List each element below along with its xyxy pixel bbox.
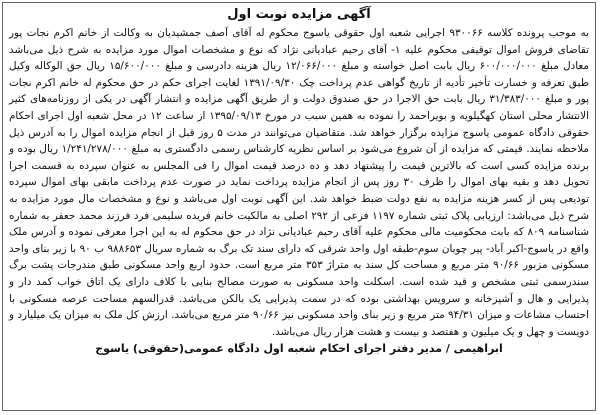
- notice-title: آگهی مزایده نوبت اول: [227, 7, 371, 22]
- auction-notice: [2, 2, 596, 411]
- notice-body: به موجب پرونده کلاسه ۹۳۰۰۶۶ اجرایی شعبه اول حقوقی یاسوج محکوم له آقای آصف جمشیدیان به وکالت از خانم اکرم نجات پور تقاضای فروش اموال توقیفی محکوم علیه ۱- آقای رحیم عبادیانی نژاد که نوع و مشخصات اموال مورد مزایده به شرح ذیل می‌باشد معادل مبلغ ۶۰۰/۰۰۰/۰۰۰ ریال بابت اصل خواسته و مبلغ ۱۲/۰۶۶/۰۰۰ ریال هزینه دادرسی و مبلغ ۱۵/۶۰۰/۰۰۰ ریال حق الوکاله وکیل طبق تعرفه و خسارت تأخیر تأدیه از تاریخ گواهی عدم پرداخت چک ۱۳۹۱/۰۹/۳۰ لغایت اجرای حکم در حق محکوم له خانم اکرم نجات پور و مبلغ ۳۱/۳۸۳/۰۰۰ ریال بابت حق الاجرا در حق صندوق دولت و از طریق آگهی مزایده و انتشار آگهی در یکی از روزنامه‌های کثیر الانتشار محلی استان کهگیلویه و بویراحمد را نموده به همین سبب در مورخ ۱۳۹۵/۰۹/۱۳ از ساعت ۱۲ در محل شعبه اول اجرای احکام حقوقی دادگاه عمومی یاسوج مزایده برگزار خواهد شد. متقاضیان می‌توانند در مدت ۵ روز قبل از انجام مزایده اموال را به آدرس ذیل ملاحظه نمایند. قیمتی که مزایده از آن شروع می‌شود بر اساس نظریه کارشناس رسمی دادگستری به مبلغ ۱/۲۴۱/۲۷۸/۰۰۰ ریال بوده و برنده مزایده کسی است که بالاترین قیمت را پیشنهاد دهد و ده درصد قیمت اموال را فی المجلس به عنوان سپرده به قسمت اجرا تحویل دهد و بقیه بهای اموال را ظرف ۳۰ روز پس از انجام مزایده پرداخت نماید در صورت عدم پرداخت مابقی بهای اموال سپرده تودیعی پس از کسر هزینه مزایده به نفع دولت ضبط خواهد شد. این آگهی نوبت اول می‌باشد و نوع و مشخصات مال مورد مزایده به شرح ذیل می‌باشد: ارزیابی پلاک ثبتی شماره ۱۱۹۷ فرعی از ۲۹۲ اصلی به مالکیت خانم فریده سلیمی فرد فرزند محمد جعفر به شماره شناسنامه ۸۰۹ که بابت محکومیت مالی محکوم علیه آقای رحیم عبادیانی نژاد در حق محکوم له به این اجرا معرفی نموده و آدرس ملک واقع در یاسوج-اکبر آباد- پیر چوبان سوم-طبقه اول واحد شرقی که دارای سند تک برگ به شماره سریال ۹۸۸۶۵۳ ب ۹۰ با زیر بنای واحد مسکونی مزبور ۹۰/۶۶ متر مربع و مساحت کل سند به متراژ ۳۵۳ متر مربع است. حدود اربع واحد مسکونی طبق مندرجات پشت برگ سندرسمی ثبتی مشخص و قید شده است. اسکلت واحد مسکونی به صورت مصالح بنایی با کلاف دارای یک اتاق خواب کمد دار و پذیرایی و هال و آشپزخانه و سرویس بهداشتی بوده که در سمت پذیرایی یک بالکن می‌باشد. قدرالسهم مساحت عرصه مسکونی با احتساب مشاعات و میزان ۹۴/۳۱ متر مربع و زیر بنای واحد مسکونی نیز ۹۰/۶۶ متر مربع می‌باشد. ارزش کل ملک به میزان یک میلیارد و دویست و چهل و یک میلیون و هفتصد و بیست و هشت هزار ریال می‌باشد.: [9, 27, 590, 338]
- notice-signature: ابراهیمی / مدیر دفتر اجرای احکام شعبه اول دادگاه عمومی(حقوقی) یاسوج: [95, 342, 503, 356]
